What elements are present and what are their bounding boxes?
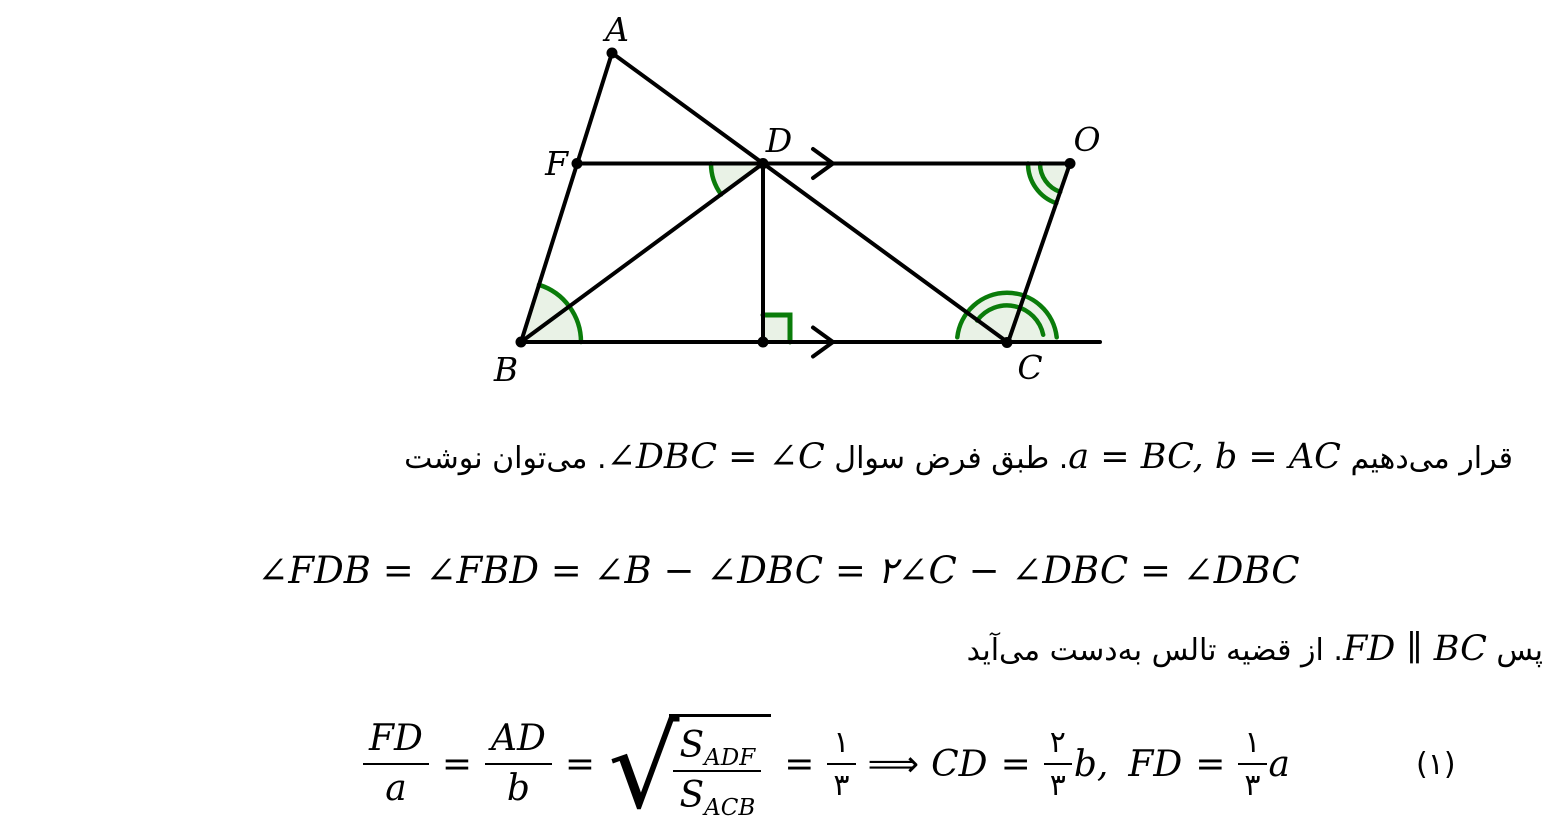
- angle-fills: [521, 164, 1070, 343]
- implies-arrow-icon: ⟹: [867, 743, 920, 785]
- p2-math-parallel: FD ∥ BC: [1342, 629, 1487, 669]
- frac-two-thirds: $\frac{۲}{۳}$: [1044, 727, 1072, 802]
- frac-AD-b: $\frac{AD}{b}$: [485, 720, 552, 808]
- label-A: A: [605, 10, 629, 49]
- frac-one-third-2: $\frac{۱}{۳}$: [1238, 727, 1266, 802]
- equals-sign: =: [784, 743, 815, 785]
- vertex-dot-O: [1065, 158, 1076, 169]
- frac-FD-a: $\frac{FD}{a}$: [363, 720, 429, 808]
- var-a: a: [1268, 743, 1290, 785]
- sqrt-area-ratio: √ $\frac{S_{ADF}}{S_{ACB}}$: [608, 714, 771, 815]
- label-D: D: [765, 121, 793, 160]
- frac-areas: $\frac{S_{ADF}}{S_{ACB}}$: [673, 727, 761, 815]
- frac-one-third: $\frac{۱}{۳}$: [827, 727, 855, 802]
- right-angle-fill: [763, 315, 790, 342]
- equals-sign: =: [441, 743, 473, 785]
- label-O: O: [1073, 120, 1101, 159]
- segment-AC: [612, 53, 1008, 343]
- solution-paragraph-1: [404, 437, 1513, 477]
- thales-equation: [363, 698, 1290, 834]
- p1-tail: . می‌توان نوشت: [404, 441, 607, 476]
- vertex-dot-foot: [758, 337, 769, 348]
- equation-number: (۱): [1416, 747, 1456, 782]
- angle-equation-line: ∠FDB = ∠FBD = ∠B − ∠DBC = ۲∠C − ∠DBC = ∠DBC: [257, 549, 1300, 592]
- p1-lead: قرار می‌دهیم: [1340, 441, 1513, 476]
- label-C: C: [1017, 348, 1043, 387]
- segment-AB: [521, 53, 612, 342]
- p1-math-angle-equality: ∠DBC = ∠C: [606, 437, 825, 477]
- vertex-dot-C: [1002, 337, 1013, 348]
- p2-tail: . از قضیه تالس به‌دست می‌آید: [966, 633, 1343, 668]
- equals-sign: =: [564, 743, 596, 785]
- label-B: B: [493, 350, 519, 389]
- vertex-dot-B: [516, 337, 527, 348]
- p1-mid: . طبق فرض سوال: [824, 441, 1069, 476]
- var-b: b,: [1073, 743, 1109, 785]
- label-F: F: [545, 144, 568, 183]
- segment-BD: [521, 164, 763, 343]
- var-FD: FD: [1128, 743, 1183, 785]
- vertex-dot-F: [572, 158, 583, 169]
- var-CD: CD: [931, 743, 988, 785]
- solution-paragraph-2: [967, 629, 1543, 669]
- geometry-figure: [440, 0, 1140, 410]
- equals-sign: =: [1000, 743, 1031, 785]
- equals-sign: =: [1195, 743, 1226, 785]
- vertex-dot-A: [607, 48, 618, 59]
- p2-lead: پس: [1486, 633, 1543, 668]
- p1-math-assignment: a = BC, b = AC: [1068, 437, 1341, 477]
